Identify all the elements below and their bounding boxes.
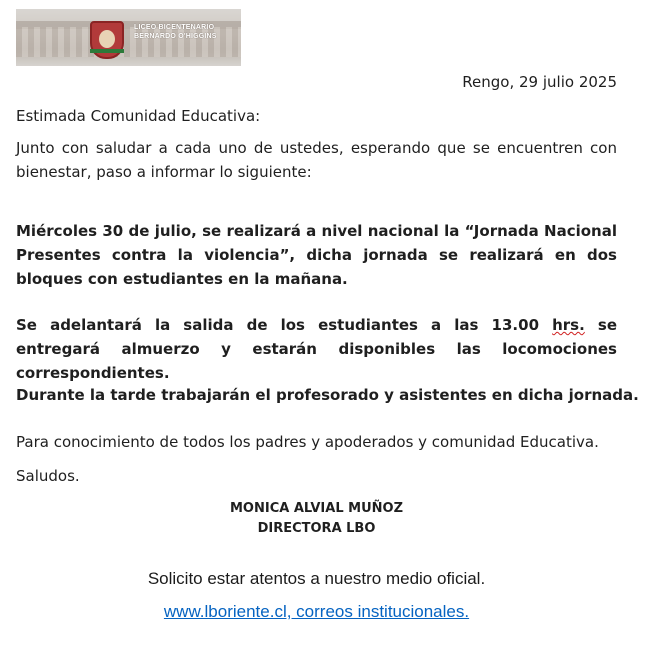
letter-date: Rengo, 29 julio 2025 [462,73,617,91]
official-channel-note: Solicito estar atentos a nuestro medio oficial. [147,569,486,588]
letterhead-banner [16,9,241,66]
school-name [134,23,217,41]
website-link[interactable]: www.lboriente.cl, correos institucionales. [163,602,470,621]
intro-paragraph: Junto con saludar a cada uno de ustedes, esperando que se encuentren con bienestar, paso a informar lo siguiente: [16,139,617,181]
greeting: Estimada Comunidad Educativa: [16,107,261,125]
farewell: Saludos. [16,467,80,485]
crest-emblem [99,30,115,48]
crest-band [90,49,124,53]
paragraph-salida-part2: se entregará almuerzo y estarán disponibles las locomociones correspondientes. [16,316,618,382]
paragraph-tarde: Durante la tarde trabajarán el profesorado y asistentes en dicha jornada. [16,386,639,404]
signature-name: MONICA ALVIAL MUÑOZ [229,501,403,516]
school-crest-logo [90,21,124,59]
closing-info: Para conocimiento de todos los padres y apoderados y comunidad Educativa. [16,433,599,451]
spellcheck-flagged-word: hrs. [552,316,585,334]
school-name-line2: BERNARDO O'HIGGINS [134,33,217,40]
school-name-line1: LICEO BICENTENARIO [134,24,215,31]
paragraph-jornada: Miércoles 30 de julio, se realizará a nivel nacional la “Jornada Nacional Presentes contra la violencia”, dicha jornada se realizará en dos bloques con estudiantes en la mañana. [16,222,617,288]
paragraph-salida-part1: Se adelantará la salida de los estudiantes a las 13.00 [16,316,553,334]
signature-title: DIRECTORA LBO [257,521,376,536]
paragraph-salida [16,313,617,385]
